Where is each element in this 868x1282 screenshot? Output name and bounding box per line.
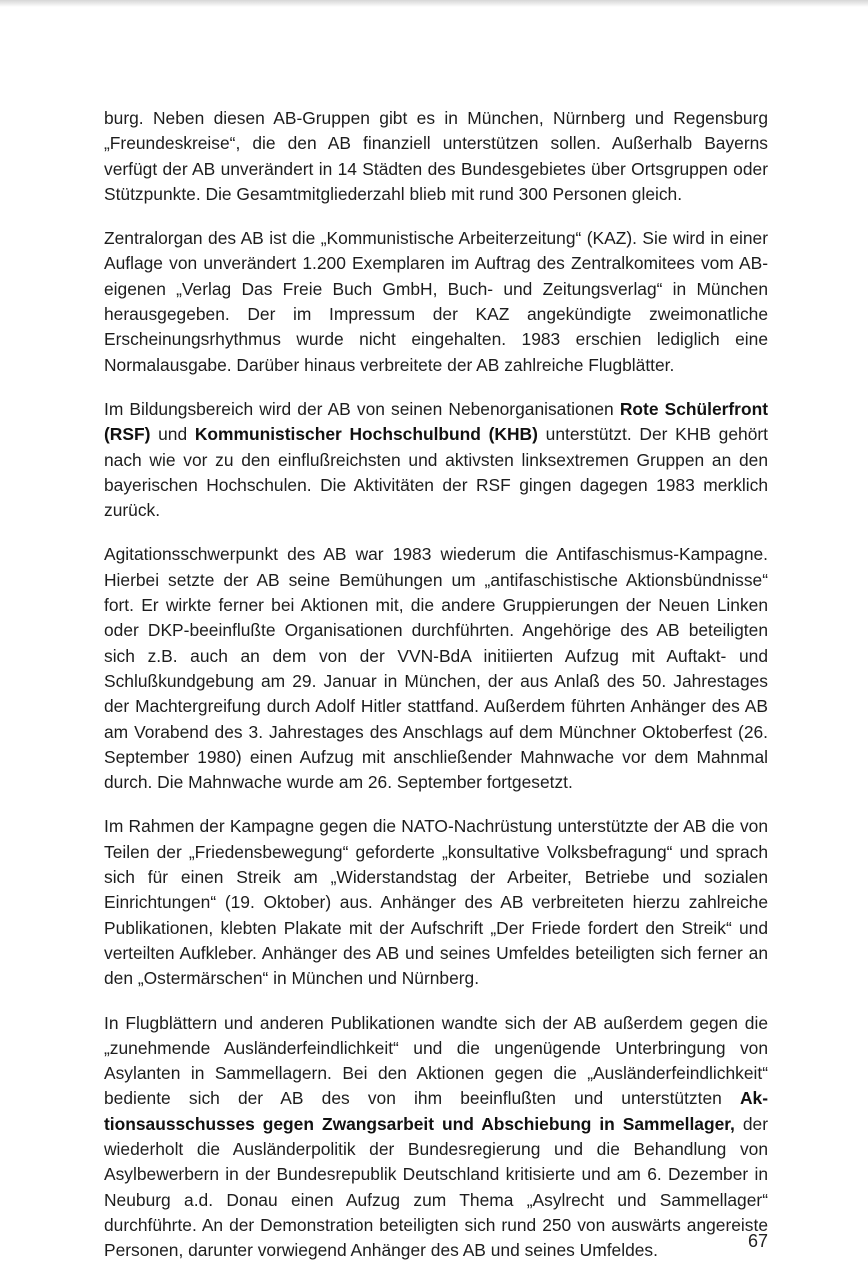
scan-edge <box>0 0 868 7</box>
text-run: unterstützt. Der KHB gehört nach wie vor zu den einflußreichsten und aktivsten linksextremen Gruppen an den bayerischen Hochschulen. Die Aktivitäten der RSF gingen dagegen 1983 merklich zurück. <box>104 424 768 521</box>
paragraph-ortsgruppen <box>104 106 768 207</box>
paragraph-bildungsbereich <box>104 397 768 523</box>
text-run: Zentralorgan des AB ist die „Kommunistische Arbeiterzeitung“ (KAZ). Sie wird in einer Auflage von unverändert 1.200 Exemplaren im Auftrag des Zentralkomitees vom AB-eigenen „Verlag Das Freie Buch GmbH, Buch- und Zeitungsverlag“ in München herausgegeben. Der im Impressum der KAZ angekündigte zweimonatliche Erscheinungsrhythmus wurde nicht eingehalten. 1983 erschien lediglich eine Normalausgabe. Darüber hinaus verbreitete der AB zahlreiche Flugblätter. <box>104 228 768 375</box>
bold-phrase: Aktionsausschusses gegen Zwangsarbeit und Abschiebung in Sammellager, <box>104 1088 768 1134</box>
paragraph-agitation <box>104 542 768 795</box>
text-run: burg. Neben diesen AB-Gruppen gibt es in München, Nürnberg und Regensburg „Freundeskreise“, die den AB finanziell unterstützen sollen. Außerhalb Bayerns verfügt der AB unverändert in 14 Städten des Bundesgebietes über Ortsgruppen oder Stützpunkte. Die Gesamtmitgliederzahl blieb mit rund 300 Personen gleich. <box>104 108 768 204</box>
text-run: Im Rahmen der Kampagne gegen die NATO-Nachrüstung unterstützte der AB die von Teilen der „Friedensbewegung“ geforderte „konsultative Volksbefragung“ und sprach sich für einen Streik am „Widerstandstag der Arbeiter, Betriebe und sozialen Einrichtungen“ (19. Oktober) aus. Anhänger des AB verbreiteten hierzu zahlreiche Publikationen, klebten Plakate mit der Aufschrift „Der Friede fordert den Streik“ und verteilten Aufkleber. Anhänger des AB und seines Umfeldes beteiligten sich ferner an den „Ostermärschen“ in München und Nürnberg. <box>104 816 768 989</box>
page-number: 67 <box>747 1231 768 1251</box>
bold-phrase: Kommunistischer Hochschulbund (KHB) <box>194 424 538 445</box>
text-run: In Flugblättern und anderen Publikationen wandte sich der AB außerdem gegen die „zunehmende Ausländerfeindlichkeit“ und die ungenügende Unterbringung von Asylanten in Sammellagern. Bei den Aktionen gegen die „Ausländerfeindlichkeit“ bediente sich der AB des von ihm beeinflußten und unterstützten <box>104 1012 768 1109</box>
paragraph-auslaender <box>104 1011 768 1264</box>
text-run: Im Bildungsbereich wird der AB von seinen Nebenorganisationen <box>104 398 620 419</box>
text-run: Agitationsschwerpunkt des AB war 1983 wiederum die Antifaschismus-Kampagne. Hierbei setzte der AB seine Bemühungen um „antifaschistische Aktionsbündnisse“ fort. Er wirkte ferner bei Aktionen mit, die andere Gruppierungen der Neuen Linken oder DKP-beeinflußte Organisationen durchführten. Angehörige des AB beteiligten sich z.B. auch an dem von der VVN-BdA initiierten Aufzug mit Auftakt- und Schlußkundgebung am 29. Januar in München, der aus Anlaß des 50. Jahrestages der Machtergreifung durch Adolf Hitler stattfand. Außerdem führten Anhänger des AB am Vorabend des 3. Jahrestages des Anschlags auf dem Münchner Oktoberfest (26. September 1980) einen Aufzug mit anschließender Mahnwache vor dem Mahnmal durch. Die Mahnwache wurde am 26. September fortgesetzt. <box>104 544 768 793</box>
page-body <box>104 106 768 1282</box>
bold-phrase: Rote Schülerfront (RSF) <box>104 398 768 445</box>
paragraph-zentralorgan <box>104 226 768 378</box>
paragraph-nachruestung <box>104 814 768 991</box>
text-run: der wiederholt die Ausländerpolitik der Bundesregierung und die Behandlung von Asylbewerbern in der Bundesrepublik Deutschland kritisierte und am 6. Dezember in Neuburg a.d. Donau einen Aufzug zum Thema „Asylrecht und Sammellager“ durchführte. An der Demonstration beteiligten sich rund 250 von auswärts angereiste Personen, darunter vorwiegend Anhänger des AB und seines Umfeldes. <box>104 1113 768 1261</box>
text-run: und <box>150 424 195 445</box>
